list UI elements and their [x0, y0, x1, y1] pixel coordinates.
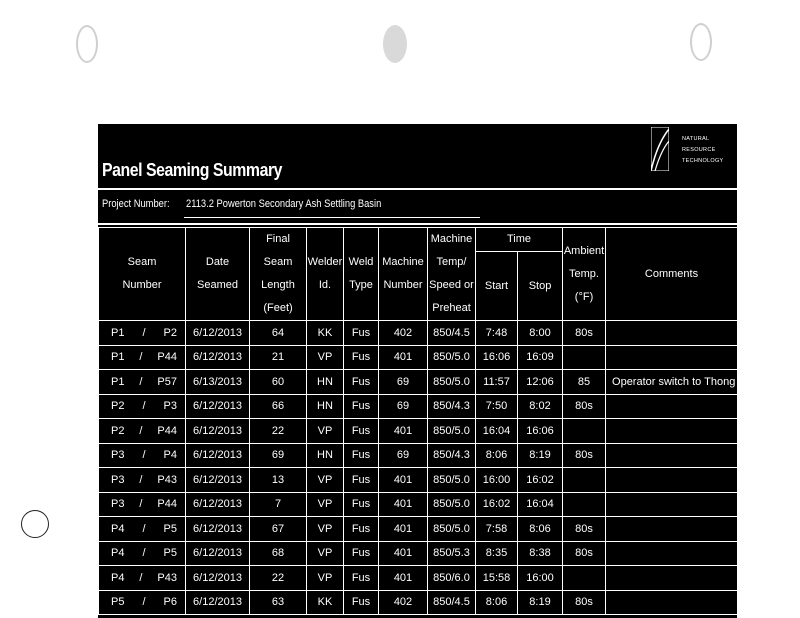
seam-panel: P1	[111, 351, 125, 364]
cell-date: 6/12/2013	[186, 394, 250, 419]
cell-length: 7	[250, 492, 307, 517]
table-row	[99, 590, 738, 615]
seam-panel: P43	[157, 473, 177, 486]
header-line: Type	[349, 279, 373, 291]
cell-length: 67	[250, 517, 307, 542]
logo-line: NATURAL	[682, 136, 710, 142]
header-time: Time	[476, 228, 563, 252]
cell-stop: 12:06	[518, 370, 563, 395]
cell-ambient	[563, 345, 606, 370]
cell-seam-number	[99, 468, 186, 493]
seam-number	[99, 449, 185, 461]
table-row	[99, 541, 738, 566]
table-row	[99, 419, 738, 444]
cell-start: 7:48	[476, 321, 518, 346]
cell-seam-number	[99, 492, 186, 517]
table-row	[99, 566, 738, 591]
cell-start: 8:35	[476, 541, 518, 566]
cell-weld-type: Fus	[344, 394, 379, 419]
seam-separator: /	[139, 498, 143, 511]
header-line: Machine	[382, 256, 424, 268]
cell-machine: 401	[379, 517, 428, 542]
header-line: Number	[383, 279, 423, 291]
table-body	[99, 321, 738, 615]
cell-date: 6/12/2013	[186, 566, 250, 591]
cell-start: 16:06	[476, 345, 518, 370]
cell-date: 6/12/2013	[186, 345, 250, 370]
cell-machine: 69	[379, 394, 428, 419]
cell-seam-number	[99, 566, 186, 591]
cell-seam-number	[99, 394, 186, 419]
cell-start: 7:50	[476, 394, 518, 419]
seam-number	[99, 572, 185, 584]
cell-start: 7:58	[476, 517, 518, 542]
seam-panel: P4	[163, 449, 177, 462]
cell-stop: 8:02	[518, 394, 563, 419]
seam-panel: P44	[157, 351, 177, 364]
cell-comment	[606, 394, 737, 419]
table-row	[99, 370, 738, 395]
header-line: Machine	[430, 233, 473, 245]
cell-weld-type: Fus	[344, 370, 379, 395]
cell-temp: 850/5.0	[428, 345, 476, 370]
logo-mark	[651, 127, 669, 171]
cell-date: 6/12/2013	[186, 443, 250, 468]
header-line: Ambient	[563, 244, 605, 257]
table-row	[99, 345, 738, 370]
project-underline	[184, 217, 480, 218]
header-line: Seam	[127, 256, 157, 268]
seam-panel: P2	[111, 424, 125, 437]
cell-stop: 8:06	[518, 517, 563, 542]
cell-start: 15:58	[476, 566, 518, 591]
cell-welder: VP	[307, 492, 344, 517]
header-stop: Stop	[518, 252, 563, 321]
seam-panel: P1	[111, 326, 125, 339]
cell-temp: 850/6.0	[428, 566, 476, 591]
seam-separator: /	[142, 326, 146, 339]
seam-separator: /	[142, 400, 146, 413]
cell-length: 22	[250, 566, 307, 591]
header-seam-length	[250, 228, 307, 321]
cell-ambient: 80s	[563, 517, 606, 542]
seam-panel: P2	[111, 400, 125, 413]
cell-ambient: 80s	[563, 443, 606, 468]
seam-panel: P5	[163, 547, 177, 560]
seam-number	[99, 400, 185, 412]
cell-temp: 850/5.0	[428, 419, 476, 444]
project-number-value: 2113.2 Powerton Secondary Ash Settling Basin	[186, 198, 382, 210]
header-machine-number	[379, 228, 428, 321]
seam-panel: P43	[157, 571, 177, 584]
seam-panel: P57	[157, 375, 177, 388]
header-line: Welder	[307, 256, 343, 268]
header-line: Preheat	[432, 302, 471, 314]
cell-seam-number	[99, 345, 186, 370]
cell-date: 6/12/2013	[186, 492, 250, 517]
project-number-label: Project Number:	[102, 198, 170, 210]
seam-separator: /	[139, 571, 143, 584]
seam-separator: /	[139, 375, 143, 388]
cell-machine: 401	[379, 468, 428, 493]
cell-stop: 16:06	[518, 419, 563, 444]
cell-seam-number	[99, 321, 186, 346]
cell-date: 6/12/2013	[186, 321, 250, 346]
cell-welder: VP	[307, 419, 344, 444]
seam-panel: P5	[111, 596, 125, 609]
cell-stop: 8:38	[518, 541, 563, 566]
cell-seam-number	[99, 370, 186, 395]
header-line: (Feet)	[263, 302, 293, 314]
cell-ambient: 80s	[563, 541, 606, 566]
header-line: Speed or	[429, 279, 474, 291]
seam-number	[99, 498, 185, 510]
cell-comment	[606, 517, 737, 542]
cell-stop: 16:00	[518, 566, 563, 591]
cell-comment	[606, 468, 737, 493]
cell-weld-type: Fus	[344, 590, 379, 615]
seam-panel: P4	[111, 571, 125, 584]
header-comments: Comments	[606, 228, 737, 321]
cell-start: 11:57	[476, 370, 518, 395]
cell-temp: 850/4.3	[428, 394, 476, 419]
punch-hole-left	[76, 25, 98, 63]
cell-comment	[606, 541, 737, 566]
punch-hole-side	[21, 510, 49, 538]
header-weld-type	[344, 228, 379, 321]
cell-welder: HN	[307, 394, 344, 419]
seam-separator: /	[142, 449, 146, 462]
logo-line: TECHNOLOGY	[682, 158, 724, 164]
seam-panel: P3	[111, 473, 125, 486]
table-row	[99, 394, 738, 419]
seam-panel: P4	[111, 547, 125, 560]
cell-date: 6/13/2013	[186, 370, 250, 395]
seam-panel: P44	[157, 498, 177, 511]
cell-comment	[606, 443, 737, 468]
cell-ambient: 80s	[563, 590, 606, 615]
cell-length: 22	[250, 419, 307, 444]
seam-panel: P1	[111, 375, 125, 388]
seam-number	[99, 547, 185, 559]
cell-welder: VP	[307, 541, 344, 566]
cell-comment: Operator switch to Thong	[606, 370, 737, 395]
cell-seam-number	[99, 590, 186, 615]
cell-ambient	[563, 468, 606, 493]
seaming-table	[98, 227, 737, 615]
seaming-summary-sheet	[98, 124, 737, 618]
cell-stop: 8:19	[518, 443, 563, 468]
seam-panel: P44	[157, 424, 177, 437]
seam-number	[99, 523, 185, 535]
cell-temp: 850/5.3	[428, 541, 476, 566]
cell-seam-number	[99, 517, 186, 542]
cell-stop: 16:09	[518, 345, 563, 370]
cell-temp: 850/5.0	[428, 517, 476, 542]
header-line: Seam	[263, 256, 293, 268]
header-ambient-temp	[563, 228, 606, 321]
cell-ambient: 85	[563, 370, 606, 395]
table-row	[99, 321, 738, 346]
cell-date: 6/12/2013	[186, 419, 250, 444]
cell-weld-type: Fus	[344, 566, 379, 591]
cell-comment	[606, 345, 737, 370]
cell-temp: 850/4.5	[428, 590, 476, 615]
cell-weld-type: Fus	[344, 321, 379, 346]
cell-weld-type: Fus	[344, 492, 379, 517]
seam-panel: P5	[163, 522, 177, 535]
cell-temp: 850/5.0	[428, 468, 476, 493]
section-rule	[98, 223, 737, 225]
cell-weld-type: Fus	[344, 443, 379, 468]
cell-length: 63	[250, 590, 307, 615]
header-line: Length	[261, 279, 295, 291]
cell-temp: 850/4.3	[428, 443, 476, 468]
header-line: Temp/	[436, 256, 467, 268]
cell-welder: HN	[307, 443, 344, 468]
cell-welder: VP	[307, 345, 344, 370]
table-row	[99, 443, 738, 468]
cell-weld-type: Fus	[344, 517, 379, 542]
cell-weld-type: Fus	[344, 468, 379, 493]
header-start: Start	[476, 252, 518, 321]
cell-date: 6/12/2013	[186, 590, 250, 615]
cell-machine: 401	[379, 566, 428, 591]
seam-number	[99, 376, 185, 388]
cell-weld-type: Fus	[344, 419, 379, 444]
cell-weld-type: Fus	[344, 345, 379, 370]
cell-start: 16:04	[476, 419, 518, 444]
seam-number	[99, 351, 185, 363]
header-seam-number	[99, 228, 186, 321]
header-line: Date	[205, 256, 230, 268]
seam-separator: /	[139, 473, 143, 486]
cell-temp: 850/4.5	[428, 321, 476, 346]
table-row	[99, 492, 738, 517]
seam-number	[99, 596, 185, 608]
seam-separator: /	[139, 351, 143, 364]
cell-weld-type: Fus	[344, 541, 379, 566]
cell-seam-number	[99, 541, 186, 566]
header-line: Final	[266, 233, 290, 245]
page-title: Panel Seaming Summary	[102, 160, 283, 180]
cell-start: 16:00	[476, 468, 518, 493]
header-line: Weld	[348, 256, 374, 268]
cell-welder: KK	[307, 321, 344, 346]
cell-machine: 401	[379, 541, 428, 566]
seam-separator: /	[142, 547, 146, 560]
cell-length: 13	[250, 468, 307, 493]
table-row	[99, 468, 738, 493]
header-date-seamed	[186, 228, 250, 321]
cell-welder: KK	[307, 590, 344, 615]
seam-number	[99, 327, 185, 339]
header-line: Seamed	[197, 279, 238, 291]
logo-line: RESOURCE	[682, 147, 716, 153]
table-row	[99, 517, 738, 542]
cell-welder: HN	[307, 370, 344, 395]
cell-ambient: 80s	[563, 394, 606, 419]
header-machine-temp	[428, 228, 476, 321]
cell-machine: 401	[379, 419, 428, 444]
cell-comment	[606, 492, 737, 517]
cell-stop: 8:19	[518, 590, 563, 615]
cell-stop: 16:02	[518, 468, 563, 493]
cell-comment	[606, 419, 737, 444]
cell-length: 66	[250, 394, 307, 419]
cell-temp: 850/5.0	[428, 370, 476, 395]
header-line: Number	[122, 279, 162, 291]
cell-date: 6/12/2013	[186, 541, 250, 566]
cell-stop: 8:00	[518, 321, 563, 346]
cell-machine: 401	[379, 492, 428, 517]
seam-number	[99, 474, 185, 486]
seam-panel: P4	[111, 522, 125, 535]
cell-machine: 402	[379, 321, 428, 346]
header-rule	[98, 188, 737, 190]
cell-start: 16:02	[476, 492, 518, 517]
cell-length: 68	[250, 541, 307, 566]
cell-welder: VP	[307, 566, 344, 591]
punch-hole-right	[690, 23, 712, 61]
cell-welder: VP	[307, 517, 344, 542]
cell-length: 60	[250, 370, 307, 395]
cell-ambient	[563, 492, 606, 517]
seam-separator: /	[142, 522, 146, 535]
seam-panel: P6	[163, 596, 177, 609]
cell-date: 6/12/2013	[186, 517, 250, 542]
seam-separator: /	[142, 596, 146, 609]
cell-start: 8:06	[476, 443, 518, 468]
cell-ambient	[563, 419, 606, 444]
header-line: (°F)	[574, 290, 594, 303]
cell-date: 6/12/2013	[186, 468, 250, 493]
cell-ambient: 80s	[563, 321, 606, 346]
cell-seam-number	[99, 443, 186, 468]
cell-start: 8:06	[476, 590, 518, 615]
cell-stop: 16:04	[518, 492, 563, 517]
cell-length: 64	[250, 321, 307, 346]
cell-machine: 402	[379, 590, 428, 615]
cell-machine: 69	[379, 370, 428, 395]
cell-comment	[606, 590, 737, 615]
seam-panel: P3	[163, 400, 177, 413]
seam-panel: P3	[111, 449, 125, 462]
header-welder-id	[307, 228, 344, 321]
cell-welder: VP	[307, 468, 344, 493]
cell-length: 69	[250, 443, 307, 468]
cell-machine: 69	[379, 443, 428, 468]
seam-separator: /	[139, 424, 143, 437]
seam-panel: P3	[111, 498, 125, 511]
punch-hole-center	[383, 25, 407, 63]
cell-comment	[606, 321, 737, 346]
logo-text	[682, 134, 737, 167]
seam-number	[99, 425, 185, 437]
cell-machine: 401	[379, 345, 428, 370]
header-line: Temp.	[569, 267, 599, 280]
header-line: Id.	[318, 279, 332, 291]
seam-panel: P2	[163, 326, 177, 339]
cell-length: 21	[250, 345, 307, 370]
cell-ambient	[563, 566, 606, 591]
cell-seam-number	[99, 419, 186, 444]
cell-temp: 850/5.0	[428, 492, 476, 517]
cell-comment	[606, 566, 737, 591]
